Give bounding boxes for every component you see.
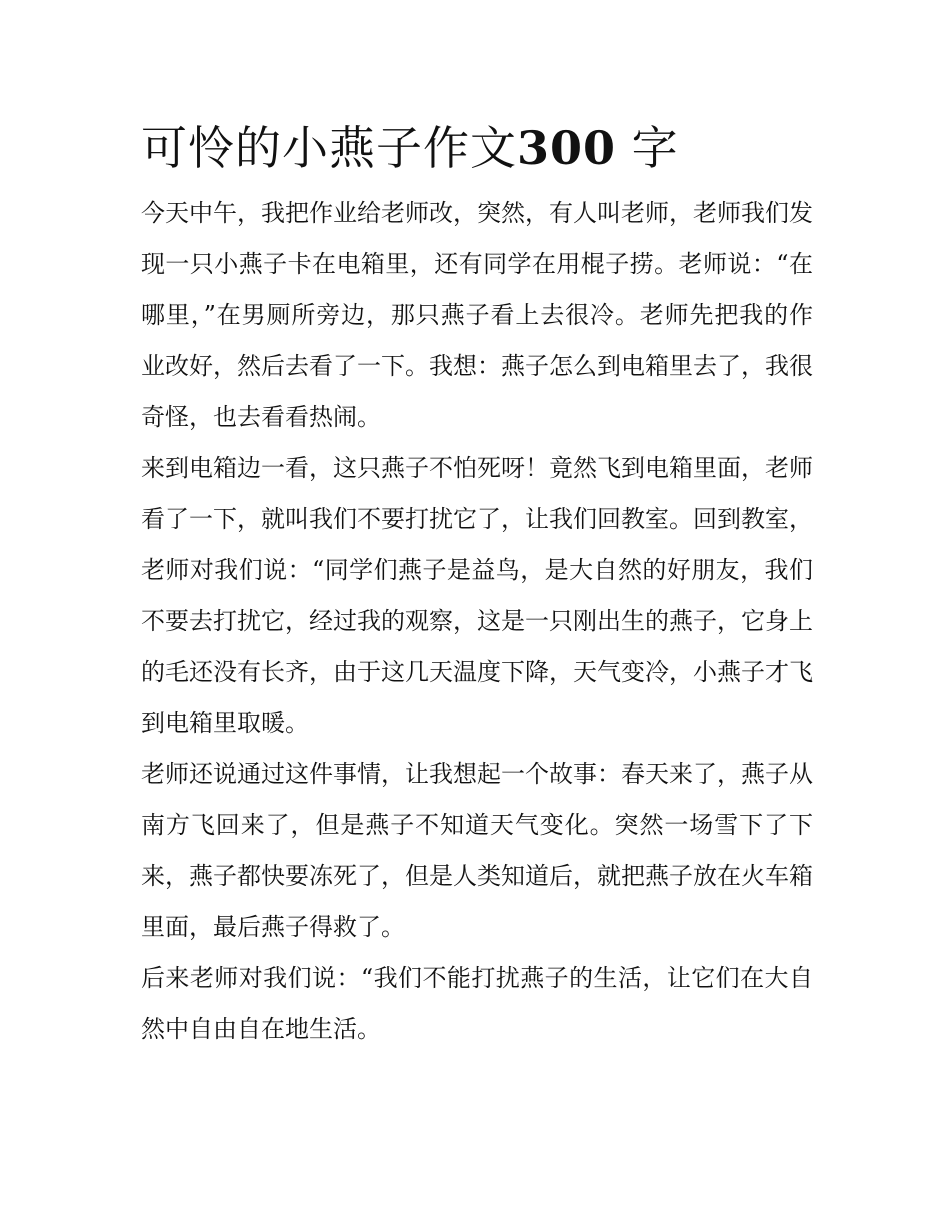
page-title [141,116,813,180]
paragraph-4: 后来老师对我们说：“我们不能打扰燕子的生活，让它们在大自然中自由自在地生活。 [141,964,813,1043]
title-prefix: 可怜的小燕子作文 [141,121,517,175]
title-number: 300 [517,121,617,175]
document-content [141,116,813,1055]
paragraph-3: 老师还说通过这件事情，让我想起一个故事：春天来了，燕子从南方飞回来了，但是燕子不知道天气变化。突然一场雪下了下来，燕子都快要冻死了，但是人类知道后，就把燕子放在火车箱里面，最后燕子得救了。 [141,760,813,941]
paragraph-1: 今天中午，我把作业给老师改，突然，有人叫老师，老师我们发现一只小燕子卡在电箱里，还有同学在用棍子捞。老师说：“在哪里，”在男厕所旁边，那只燕子看上去很冷。老师先把我的作业改好，然后去看了一下。我想：燕子怎么到电箱里去了，我很奇怪，也去看看热闹。 [141,199,813,431]
title-suffix: 字 [631,121,679,175]
paragraph-2: 来到电箱边一看，这只燕子不怕死呀！竟然飞到电箱里面，老师看了一下，就叫我们不要打扰它了，让我们回教室。回到教室，老师对我们说：“同学们燕子是益鸟，是大自然的好朋友，我们不要去打扰它，经过我的观察，这是一只刚出生的燕子，它身上的毛还没有长齐，由于这几天温度下降，天气变冷，小燕子才飞到电箱里取暖。 [141,454,813,737]
